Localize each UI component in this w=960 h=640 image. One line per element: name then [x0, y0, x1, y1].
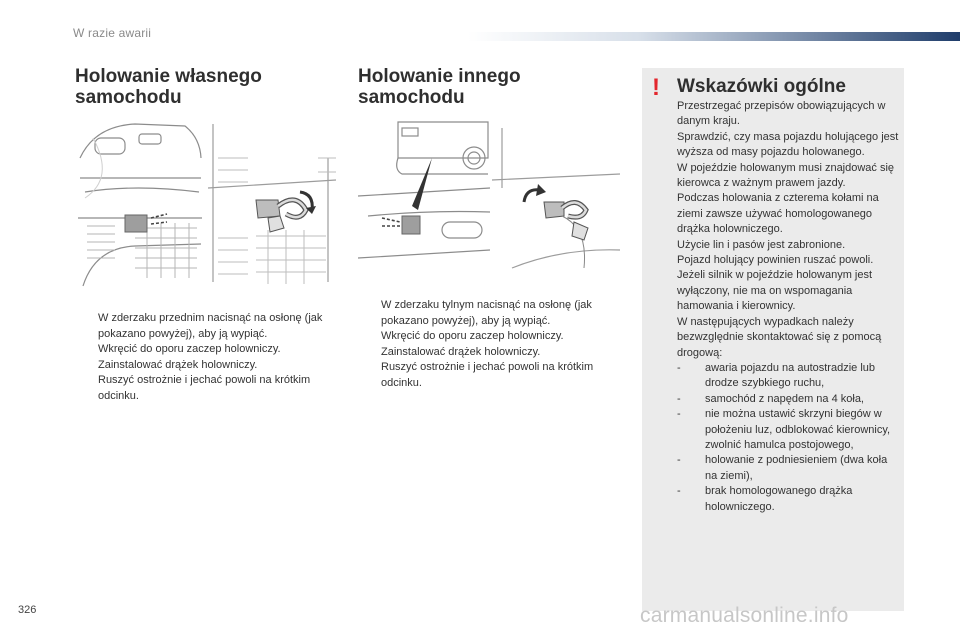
- own-vehicle-steps: [75, 311, 337, 404]
- list-item: W zderzaku przednim nacisnąć na osłonę (jak pokazano powyżej), aby ją wypiąć.: [98, 312, 323, 340]
- list-item: - samochód z napędem na 4 koła,: [677, 392, 864, 405]
- own-vehicle-title-line2: samochodu: [75, 87, 182, 108]
- own-vehicle-title-line1: Holowanie własnego: [75, 66, 262, 87]
- list-item: Wkręcić do oporu zaczep holowniczy.: [98, 343, 281, 355]
- notice-paragraph: Podczas holowania z czterema kołami na ziemi zawsze używać homologowanego drążka holowniczego.: [677, 192, 879, 236]
- page-number: 326: [18, 604, 37, 616]
- watermark: carmanualsonline.info: [640, 604, 849, 627]
- list-item: Zainstalować drążek holowniczy.: [381, 345, 541, 358]
- list-item: - holowanie z podniesieniem (dwa koła na ziemi),: [677, 454, 888, 482]
- general-advice-box: [642, 68, 904, 611]
- other-vehicle-title: [358, 66, 588, 108]
- chapter-title: W razie awarii: [73, 26, 152, 40]
- notice-paragraph: W następujących wypadkach należy bezwzględnie skontaktować się z pomocą drogową:: [677, 315, 882, 359]
- notice-paragraph: Użycie lin i pasów jest zabronione.: [677, 238, 846, 251]
- header-bar: [468, 32, 960, 41]
- list-item: - awaria pojazdu na autostradzie lub drodze szybkiego ruchu,: [677, 361, 876, 390]
- list-item: Ruszyć ostrożnie i jechać powoli na krótkim odcinku.: [381, 361, 594, 389]
- list-item: Zainstalować drążek holowniczy.: [98, 358, 258, 371]
- list-item: - nie można ustawić skrzyni biegów w położeniu luz, odblokować kierownicy, zwolnić hamulca postojowego,: [677, 408, 891, 451]
- other-vehicle-title-line2: samochodu: [358, 87, 465, 108]
- cases-list: [677, 361, 901, 515]
- notice-paragraph: Pojazd holujący powinien ruszać powoli.: [677, 254, 874, 267]
- other-vehicle-title-line1: Holowanie innego: [358, 66, 521, 87]
- list-item: Ruszyć ostrożnie i jechać powoli na krótkim odcinku.: [98, 374, 311, 402]
- list-item: Wkręcić do oporu zaczep holowniczy.: [381, 330, 564, 342]
- notice-paragraph: W pojeździe holowanym musi znajdować się kierowca z ważnym prawem jazdy.: [677, 161, 895, 190]
- list-item: W zderzaku tylnym nacisnąć na osłonę (jak pokazano powyżej), aby ją wypiąć.: [381, 299, 592, 327]
- front-tow-eye-illustration: [208, 118, 336, 288]
- warning-icon: !: [652, 74, 660, 101]
- front-bumper-illustration: [75, 118, 205, 288]
- notice-paragraph: Przestrzegać przepisów obowiązujących w danym kraju.: [677, 100, 886, 128]
- own-vehicle-title: [75, 66, 305, 108]
- notice-paragraph: Jeżeli silnik w pojeździe holowanym jest wyłączony, nie ma on wspomagania hamowania i kierownicy.: [677, 269, 873, 313]
- rear-tow-eye-illustration: [492, 118, 620, 288]
- notice-paragraph: Sprawdzić, czy masa pojazdu holującego jest wyższa od masy pojazdu holowanego.: [677, 130, 899, 159]
- other-vehicle-steps: [358, 298, 620, 391]
- list-item: - brak homologowanego drążka holowniczego.: [677, 485, 853, 513]
- notice-title: Wskazówki ogólne: [677, 76, 846, 97]
- notice-body: [677, 99, 901, 515]
- rear-bumper-illustration: [358, 118, 490, 288]
